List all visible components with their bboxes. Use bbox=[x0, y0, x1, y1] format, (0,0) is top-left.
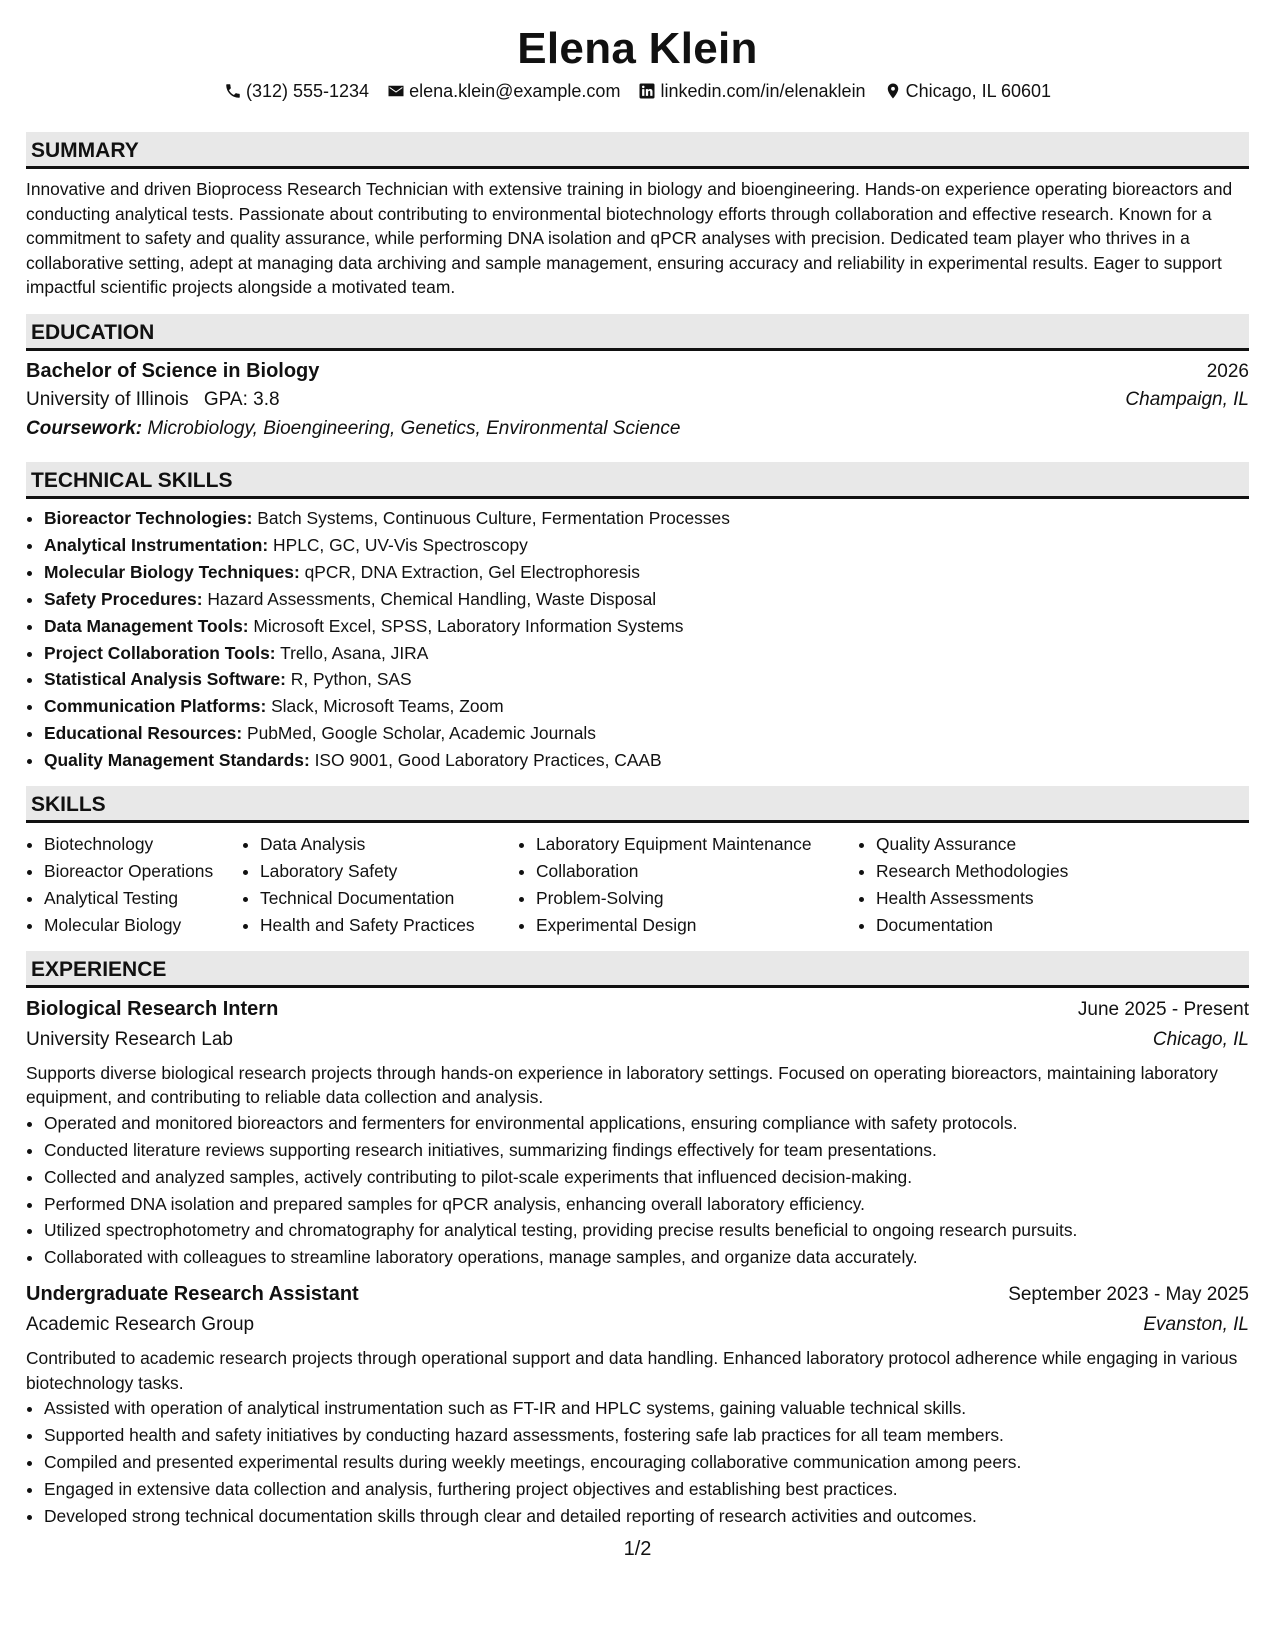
job-title: Undergraduate Research Assistant bbox=[26, 1283, 359, 1306]
skill-item: • Health Assessments bbox=[876, 885, 1068, 912]
skill-item: • Data Analysis bbox=[260, 831, 518, 858]
experience-entry bbox=[26, 1279, 1249, 1530]
location-text: Chicago, IL 60601 bbox=[905, 81, 1052, 101]
resume-page bbox=[26, 0, 1249, 1530]
skill-item: • Health and Safety Practices bbox=[260, 912, 518, 939]
technical-skill-value: R, Python, SAS bbox=[290, 669, 412, 690]
section-header-summary: SUMMARY bbox=[26, 132, 1249, 169]
candidate-name: Elena Klein bbox=[517, 24, 758, 73]
technical-skills-list bbox=[26, 505, 1249, 774]
summary-text: Innovative and driven Bioprocess Research Technician with extensive training in biology and bioengineering. Hands-on experience operating bioreactors and conducting analytical tests. Passionate about contributing to environmental biotechnology efforts through collaboration and effective research. Known for a commitment to safety and quality assurance, while performing DNA isolation and qPCR analyses with precision. Dedicated team player who thrives in a collaborative setting, adept at managing data archiving and sample management, ensuring accuracy and reliability in experimental results. Eager to support impactful scientific projects alongside a motivated team. bbox=[26, 179, 1233, 298]
map-pin-icon bbox=[884, 82, 902, 100]
gpa: GPA: 3.8 bbox=[203, 388, 280, 410]
skill-item: • Collaboration bbox=[536, 858, 858, 885]
skills-grid bbox=[26, 831, 1249, 939]
technical-skill-item bbox=[44, 666, 1249, 693]
job-bullet: • Operated and monitored bioreactors and fermenters for environmental applications, ensuring compliance with safety protocols. bbox=[44, 1110, 1249, 1137]
job-organization: University Research Lab bbox=[26, 1028, 233, 1050]
skill-item: • Laboratory Equipment Maintenance bbox=[536, 831, 858, 858]
technical-skill-label: Communication Platforms: bbox=[44, 696, 267, 717]
job-organization: Academic Research Group bbox=[26, 1314, 255, 1336]
job-bullets bbox=[26, 1395, 1249, 1530]
job-bullet: • Collected and analyzed samples, actively contributing to pilot-scale experiments that influenced decision-making. bbox=[44, 1164, 1249, 1191]
contact-email[interactable] bbox=[387, 78, 620, 104]
school-line bbox=[26, 386, 280, 414]
job-description: Supports diverse biological research projects through hands-on experience in laboratory settings. Focused on operating bioreactors, maintaining laboratory equipment, and contributing to reliable data collection and analysis. bbox=[26, 1062, 1218, 1108]
technical-skill-value: ISO 9001, Good Laboratory Practices, CAAB bbox=[314, 750, 662, 771]
technical-skill-item bbox=[44, 559, 1249, 586]
technical-skill-label: Analytical Instrumentation: bbox=[44, 534, 269, 555]
job-dates: September 2023 - May 2025 bbox=[1008, 1284, 1249, 1306]
skills-column-2 bbox=[242, 831, 518, 939]
job-bullet: • Conducted literature reviews supporting research initiatives, summarizing findings effectively for team presentations. bbox=[44, 1137, 1249, 1164]
technical-skill-value: Slack, Microsoft Teams, Zoom bbox=[271, 696, 504, 717]
technical-skill-value: Batch Systems, Continuous Culture, Fermentation Processes bbox=[257, 507, 730, 528]
technical-skill-value: Microsoft Excel, SPSS, Laboratory Information Systems bbox=[253, 615, 684, 636]
job-bullet: • Engaged in extensive data collection and analysis, furthering project objectives and establishing best practices. bbox=[44, 1476, 1249, 1503]
job-bullet: • Utilized spectrophotometry and chromatography for analytical testing, providing precise results beneficial to ongoing research pursuits. bbox=[44, 1217, 1249, 1244]
skill-item: • Analytical Testing bbox=[44, 885, 242, 912]
contact-row bbox=[26, 78, 1249, 104]
linkedin-icon bbox=[638, 82, 656, 100]
job-bullet: • Collaborated with colleagues to streamline laboratory operations, manage samples, and organize data accurately. bbox=[44, 1244, 1249, 1271]
school-location: Champaign, IL bbox=[1125, 388, 1249, 410]
technical-skill-label: Project Collaboration Tools: bbox=[44, 642, 276, 663]
skill-item: • Problem-Solving bbox=[536, 885, 858, 912]
job-bullet: • Compiled and presented experimental results during weekly meetings, encouraging collaborative communication among peers. bbox=[44, 1449, 1249, 1476]
graduation-year: 2026 bbox=[1206, 360, 1249, 382]
phone-icon bbox=[224, 82, 242, 100]
job-bullet: • Performed DNA isolation and prepared samples for qPCR analysis, enhancing overall laboratory efficiency. bbox=[44, 1191, 1249, 1218]
coursework-list: Microbiology, Bioengineering, Genetics, Environmental Science bbox=[147, 417, 681, 439]
technical-skill-item bbox=[44, 586, 1249, 613]
job-location: Chicago, IL bbox=[1152, 1028, 1249, 1050]
job-bullet: • Developed strong technical documentation skills through clear and detailed reporting of research activities and outcomes. bbox=[44, 1503, 1249, 1530]
job-location: Evanston, IL bbox=[1143, 1314, 1249, 1336]
skill-item: • Technical Documentation bbox=[260, 885, 518, 912]
section-header-skills: SKILLS bbox=[26, 786, 1249, 823]
coursework-line bbox=[26, 414, 1249, 444]
technical-skill-item bbox=[44, 613, 1249, 640]
school-name: University of Illinois bbox=[26, 388, 189, 410]
technical-skill-label: Safety Procedures: bbox=[44, 588, 203, 609]
phone-text: (312) 555-1234 bbox=[245, 81, 370, 101]
contact-phone bbox=[224, 78, 369, 104]
job-dates: June 2025 - Present bbox=[1077, 998, 1249, 1020]
technical-skill-value: HPLC, GC, UV-Vis Spectroscopy bbox=[273, 534, 528, 555]
coursework-label: Coursework: bbox=[26, 417, 143, 439]
skill-item: • Research Methodologies bbox=[876, 858, 1068, 885]
skill-item: • Biotechnology bbox=[44, 831, 242, 858]
experience-entry bbox=[26, 994, 1249, 1272]
technical-skill-label: Statistical Analysis Software: bbox=[44, 669, 286, 690]
technical-skill-label: Quality Management Standards: bbox=[44, 750, 310, 771]
technical-skill-item bbox=[44, 747, 1249, 774]
skill-item: • Experimental Design bbox=[536, 912, 858, 939]
job-description: Contributed to academic research projects through operational support and data handling. Enhanced laboratory protocol adherence while engaging in various biotechnology tasks. bbox=[26, 1348, 1238, 1393]
section-header-experience: EXPERIENCE bbox=[26, 951, 1249, 988]
section-header-education: EDUCATION bbox=[26, 314, 1249, 351]
skill-item: • Laboratory Safety bbox=[260, 858, 518, 885]
experience-list bbox=[26, 994, 1249, 1530]
job-bullets bbox=[26, 1110, 1249, 1271]
education-entry bbox=[26, 357, 1249, 444]
skill-item: • Documentation bbox=[876, 912, 1068, 939]
technical-skill-label: Educational Resources: bbox=[44, 723, 243, 744]
technical-skill-item bbox=[44, 720, 1249, 747]
technical-skill-item bbox=[44, 532, 1249, 559]
envelope-icon bbox=[387, 82, 405, 100]
skills-column-4 bbox=[858, 831, 1068, 939]
skills-column-1 bbox=[26, 831, 242, 939]
skill-item: • Bioreactor Operations bbox=[44, 858, 242, 885]
technical-skill-item bbox=[44, 505, 1249, 532]
skill-item: • Molecular Biology bbox=[44, 912, 242, 939]
skill-item: • Quality Assurance bbox=[876, 831, 1068, 858]
contact-linkedin[interactable] bbox=[638, 78, 865, 104]
technical-skill-value: Trello, Asana, JIRA bbox=[280, 642, 429, 663]
linkedin-text: linkedin.com/in/elenaklein bbox=[660, 81, 866, 101]
technical-skill-item bbox=[44, 640, 1249, 667]
technical-skill-value: PubMed, Google Scholar, Academic Journals bbox=[246, 723, 596, 744]
job-bullet: • Supported health and safety initiatives by conducting hazard assessments, fostering safe lab practices for all team members. bbox=[44, 1422, 1249, 1449]
email-text: elena.klein@example.com bbox=[409, 81, 621, 101]
technical-skill-value: qPCR, DNA Extraction, Gel Electrophoresis bbox=[304, 561, 640, 582]
job-bullet: • Assisted with operation of analytical instrumentation such as FT-IR and HPLC systems, gaining valuable technical skills. bbox=[44, 1395, 1249, 1422]
technical-skill-value: Hazard Assessments, Chemical Handling, Waste Disposal bbox=[207, 588, 657, 609]
technical-skill-label: Data Management Tools: bbox=[44, 615, 249, 636]
job-title: Biological Research Intern bbox=[26, 997, 279, 1020]
technical-skill-label: Molecular Biology Techniques: bbox=[44, 561, 300, 582]
page-number: 1/2 bbox=[623, 1538, 652, 1560]
skills-column-3 bbox=[518, 831, 858, 939]
section-header-technical-skills: TECHNICAL SKILLS bbox=[26, 462, 1249, 499]
degree-title: Bachelor of Science in Biology bbox=[26, 359, 320, 382]
contact-location bbox=[884, 78, 1051, 104]
technical-skill-label: Bioreactor Technologies: bbox=[44, 507, 253, 528]
technical-skill-item bbox=[44, 693, 1249, 720]
